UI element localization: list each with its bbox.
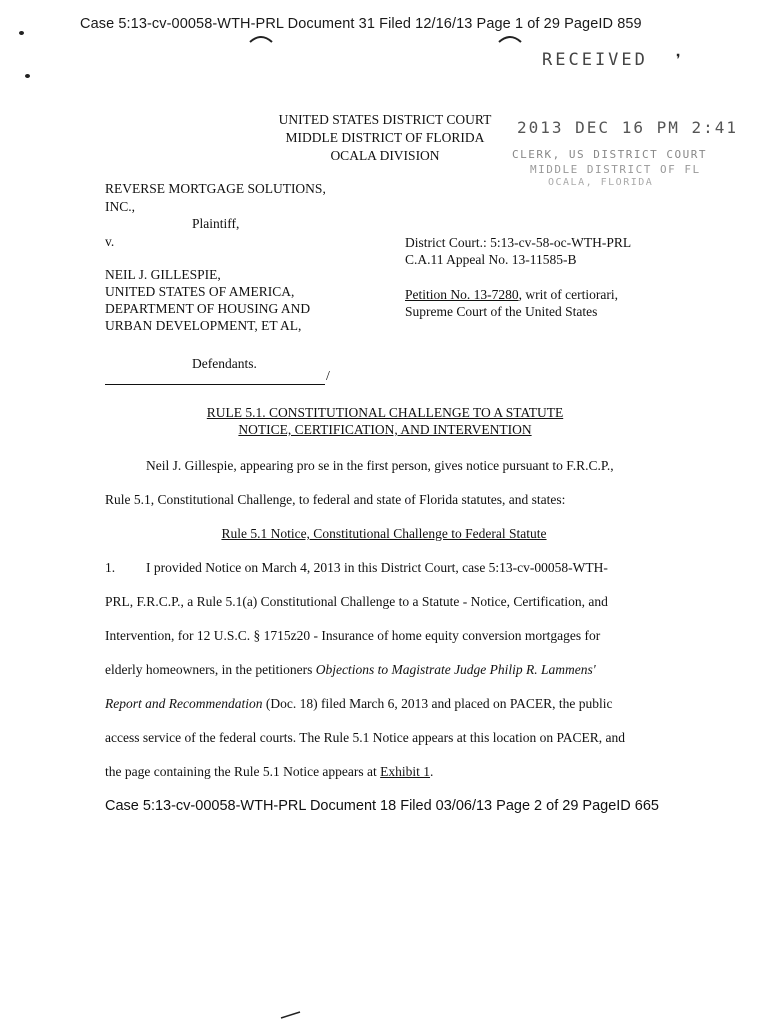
supreme-court: Supreme Court of the United States — [405, 304, 598, 319]
paragraph-text: elderly homeowners, in the petitioners — [105, 662, 316, 677]
title-line: NOTICE, CERTIFICATION, AND INTERVENTION — [238, 422, 532, 437]
scan-mark-1 — [248, 32, 274, 44]
court-division: OCALA DIVISION — [330, 148, 440, 163]
caption-slash: / — [326, 369, 330, 384]
defendant-line: URBAN DEVELOPMENT, ET AL, — [105, 318, 302, 333]
paragraph-line — [105, 696, 613, 712]
plaintiff-role: Plaintiff, — [192, 216, 240, 231]
paragraph-line: PRL, F.R.C.P., a Rule 5.1(a) Constitutional Challenge to a Statute - Notice, Certification, and — [105, 594, 608, 609]
defendant-role: Defendants. — [192, 356, 257, 371]
paragraph-italic-text: Objections to Magistrate Judge Philip R. Lammens' — [315, 662, 596, 677]
court-district: MIDDLE DISTRICT OF FLORIDA — [285, 130, 485, 145]
plaintiff-name: REVERSE MORTGAGE SOLUTIONS, — [105, 181, 326, 196]
case-header-stamp: Case 5:13-cv-00058-WTH-PRL Document 31 Filed 12/16/13 Page 1 of 29 PageID 859 — [80, 16, 642, 32]
defendant-line: NEIL J. GILLESPIE, — [105, 267, 221, 282]
appeal-number: C.A.11 Appeal No. 13-11585-B — [405, 252, 577, 267]
petition-block — [405, 286, 618, 320]
scan-speck — [19, 31, 24, 35]
received-stamp: RECEIVED — [542, 50, 648, 70]
subheading-text: Rule 5.1 Notice, Constitutional Challenge to Federal Statute — [221, 526, 547, 541]
intro-line: Rule 5.1, Constitutional Challenge, to federal and state of Florida statutes, and states: — [105, 492, 566, 507]
scan-speck — [25, 74, 30, 78]
exhibit-case-header: Case 5:13-cv-00058-WTH-PRL Document 18 Filed 03/06/13 Page 2 of 29 PageID 665 — [105, 798, 659, 814]
filed-stamp: 2013 DEC 16 PM 2:41 — [517, 118, 739, 137]
clerk-stamp-line: OCALA, FLORIDA — [548, 177, 654, 188]
caption-rule-line — [105, 384, 325, 385]
court-heading — [240, 112, 530, 166]
district-case-number: District Court.: 5:13-cv-58-oc-WTH-PRL — [405, 235, 632, 250]
paragraph-line: Intervention, for 12 U.S.C. § 1715z20 - Insurance of home equity conversion mortgages for — [105, 628, 601, 643]
scan-mark-3 — [280, 1010, 302, 1020]
section-subheading — [105, 526, 663, 542]
paragraph-line: access service of the federal courts. The Rule 5.1 Notice appears at this location on PACER, and — [105, 730, 625, 745]
paragraph-line — [105, 764, 433, 780]
intro-line: Neil J. Gillespie, appearing pro se in the first person, gives notice pursuant to F.R.C.P., — [146, 458, 614, 473]
plaintiff-block — [105, 180, 326, 216]
paragraph-text: the page containing the Rule 5.1 Notice appears at — [105, 764, 381, 779]
title-line: RULE 5.1. CONSTITUTIONAL CHALLENGE TO A STATUTE — [206, 405, 564, 420]
clerk-stamp-line: CLERK, US DISTRICT COURT — [512, 148, 707, 161]
petition-line — [405, 286, 618, 303]
defendant-line: DEPARTMENT OF HOUSING AND — [105, 301, 311, 316]
plaintiff-name-cont: INC., — [105, 199, 135, 214]
defendant-line: UNITED STATES OF AMERICA, — [105, 284, 295, 299]
document-title — [150, 404, 620, 438]
paragraph-italic-text: Report and Recommendation — [105, 696, 263, 711]
court-name: UNITED STATES DISTRICT COURT — [278, 112, 492, 127]
paragraph-line — [105, 662, 596, 678]
versus: v. — [105, 234, 115, 249]
petition-type: , writ of certiorari, — [518, 287, 618, 302]
case-numbers — [405, 234, 631, 268]
defendants-block — [105, 266, 310, 334]
clerk-stamp-line: MIDDLE DISTRICT OF FL — [530, 163, 701, 176]
paragraph-number: 1. — [105, 560, 116, 575]
petition-number: Petition No. 13-7280 — [405, 287, 519, 302]
scan-mark-2 — [497, 32, 523, 44]
received-stamp-mark: ❜ — [676, 53, 681, 68]
paragraph-text: (Doc. 18) filed March 6, 2013 and placed on PACER, the public — [262, 696, 613, 711]
exhibit-reference: Exhibit 1 — [380, 764, 431, 779]
paragraph-text: . — [430, 764, 434, 779]
paragraph-line: I provided Notice on March 4, 2013 in this District Court, case 5:13-cv-00058-WTH- — [146, 560, 608, 575]
